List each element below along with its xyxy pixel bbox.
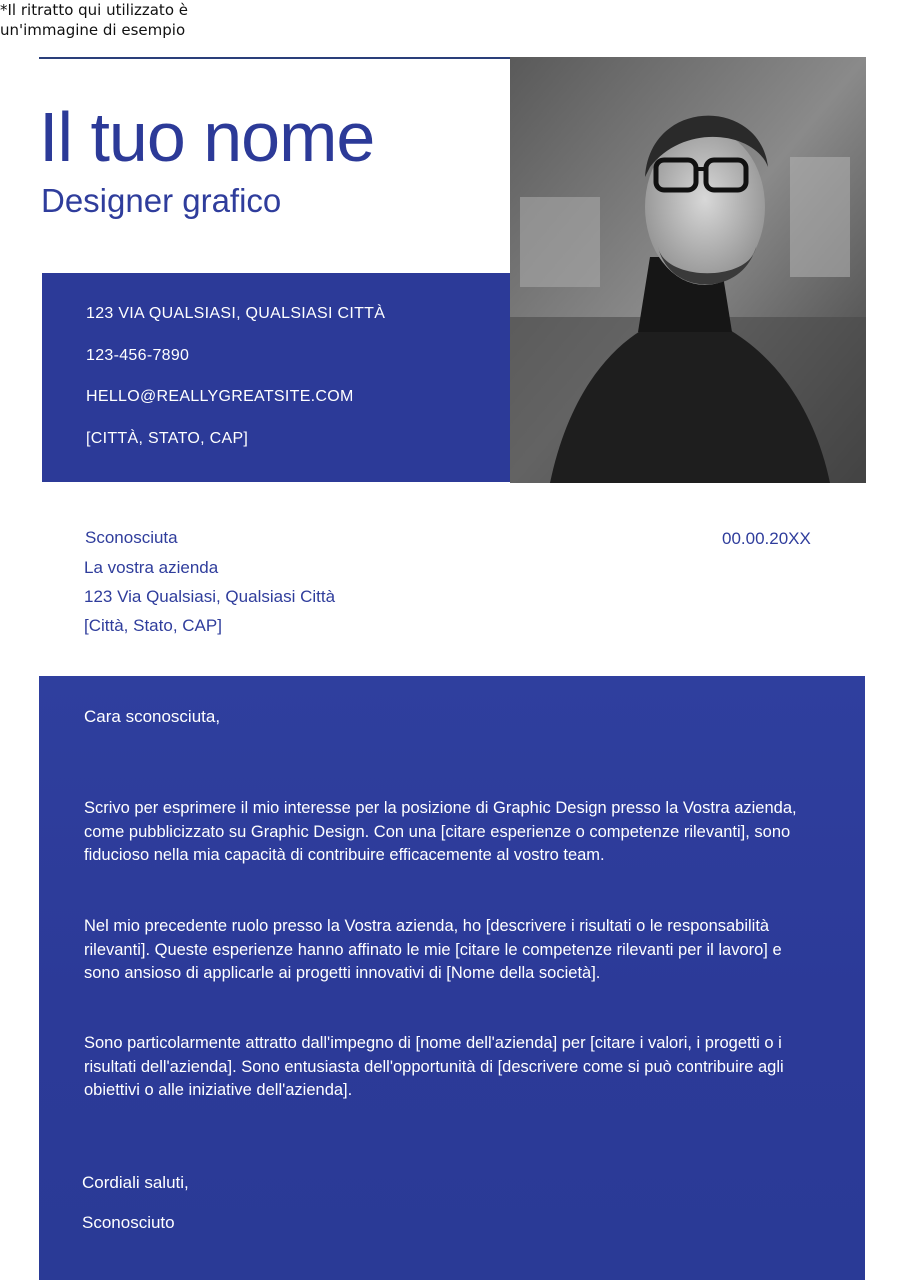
portrait-photo bbox=[510, 57, 866, 483]
letter-date: 00.00.20XX bbox=[722, 529, 811, 548]
letter-paragraph: Nel mio precedente ruolo presso la Vostra azienda, ho [descrivere i risultati o le responsabilità rilevanti]. Queste esperienze hanno affinato le mie [citare le competenze rilevanti per il lavoro] e sono ansioso di applicarle ai progetti innovativi di [Nome della società]. bbox=[84, 917, 782, 983]
letter-paragraph: Sono particolarmente attratto dall'impegno di [nome dell'azienda] per [citare i valori, i progetti o i risultati dell'azienda]. Sono entusiasta dell'opportunità di [descrivere come si può contribuire agli obiettivi o alle iniziative dell'azienda]. bbox=[84, 1034, 784, 1100]
letter-closing: Cordiali saluti, bbox=[82, 1173, 189, 1192]
contact-city-state-zip: [CITTÀ, STATO, CAP] bbox=[86, 430, 249, 447]
contact-panel bbox=[42, 273, 510, 482]
recipient-name: Sconosciuta bbox=[85, 528, 178, 547]
contact-email: HELLO@REALLYGREATSITE.COM bbox=[86, 388, 354, 405]
recipient-address: 123 Via Qualsiasi, Qualsiasi Città bbox=[84, 587, 336, 606]
recipient-city-state-zip: [Città, Stato, CAP] bbox=[84, 616, 222, 635]
contact-address: 123 VIA QUALSIASI, QUALSIASI CITTÀ bbox=[86, 305, 386, 322]
top-divider bbox=[39, 57, 511, 59]
letter-body-panel bbox=[39, 676, 865, 1280]
sample-portrait-note: *Il ritratto qui utilizzato è un'immagine di esempio bbox=[0, 1, 188, 39]
letter-salutation: Cara sconosciuta, bbox=[84, 707, 221, 726]
candidate-name: Il tuo nome bbox=[39, 98, 375, 176]
candidate-role: Designer grafico bbox=[41, 182, 282, 219]
letter-paragraph: Scrivo per esprimere il mio interesse per la posizione di Graphic Design presso la Vostra azienda, come pubblicizzato su Graphic Design. Con una [citare esperienze o competenze rilevanti], sono fiducioso nella mia capacità di contribuire efficacemente al vostro team. bbox=[84, 799, 797, 865]
recipient-company: La vostra azienda bbox=[84, 558, 219, 577]
letter-signature: Sconosciuto bbox=[82, 1213, 175, 1232]
contact-phone: 123-456-7890 bbox=[86, 347, 190, 364]
